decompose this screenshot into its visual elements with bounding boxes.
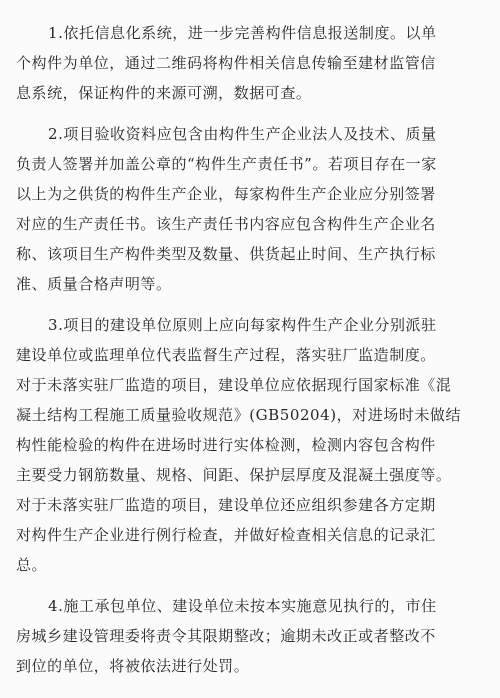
text-line: 建设单位或监理单位代表监督生产过程，落实驻厂监造制度。 [16,346,436,364]
text-line: 称、该项目生产构件类型及数量、供货起止时间、生产执行标 [16,245,436,263]
text-line: 负责人签署并加盖公章的“构件生产责任书”。若项目存在一家 [16,155,437,173]
text-line: 1.依托信息化系统，进一步完善构件信息报送制度。以单 [48,24,437,42]
text-line: 到位的单位，将被依法进行处罚。 [16,657,250,675]
text-line: 对于未落实驻厂监造的项目，建设单位应依据现行国家标准《混 [16,376,452,394]
text-line: 以上为之供货的构件生产企业，每家构件生产企业应分别签署 [16,185,436,203]
text-line: 凝土结构工程施工质量验收规范》(GB50204)，对进场时未做结 [16,406,462,424]
text-line: 2.项目验收资料应包含由构件生产企业法人及技术、质量 [48,125,437,143]
text-line: 房城乡建设管理委将责令其限期整改；逾期未改正或者整改不 [16,627,436,645]
text-line: 息系统，保证构件的来源可溯，数据可查。 [16,84,312,102]
text-line: 构性能检验的构件在进场时进行实体检测，检测内容包含构件 [16,436,436,454]
paragraph-3 [16,310,482,580]
text-line: 个构件为单位，通过二维码将构件相关信息传输至建材监管信 [16,54,436,72]
text-line: 4.施工承包单位、建设单位未按本实施意见执行的，市住 [48,597,437,615]
text-line: 对构件生产企业进行例行检查，并做好检查相关信息的记录汇 [16,526,436,544]
text-line: 对于未落实驻厂监造的项目，建设单位还应组织参建各方定期 [16,496,436,514]
text-line: 总。 [16,556,48,574]
text-line: 主要受力钢筋数量、规格、间距、保护层厚度及混凝土强度等。 [16,466,452,484]
paragraph-1 [16,18,482,108]
text-line: 准、质量合格声明等。 [16,275,172,293]
text-line: 对应的生产责任书。该生产责任书内容应包含构件生产企业名 [16,215,436,233]
text-line: 3.项目的建设单位原则上应向每家构件生产企业分别派驻 [48,316,437,334]
paragraph-4 [16,591,482,681]
paragraph-2 [16,119,482,299]
